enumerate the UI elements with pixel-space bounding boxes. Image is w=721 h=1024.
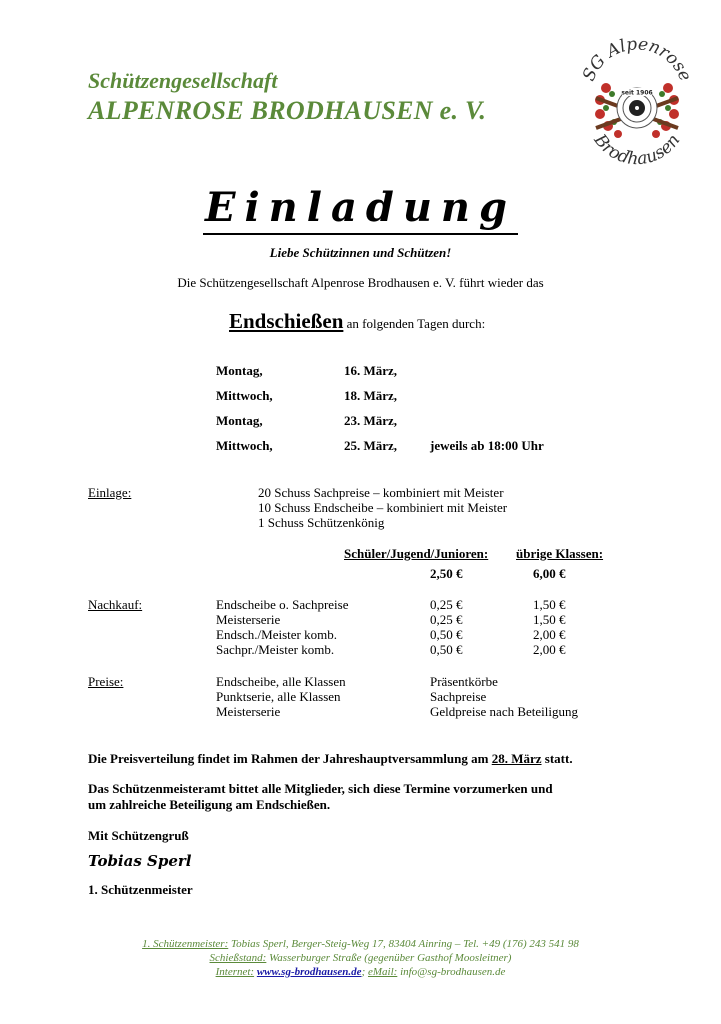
club-name-line1: Schützengesellschaft: [88, 68, 278, 93]
base-price: 2,50 €: [430, 566, 463, 581]
nachkauf-price: 1,50 €: [533, 612, 566, 627]
einlage-label: Einlage:: [88, 485, 132, 500]
club-name-line2: ALPENROSE BRODHAUSEN e. V.: [88, 96, 487, 125]
nachkauf-price: 0,25 €: [430, 612, 463, 627]
club-logo: [578, 28, 696, 172]
signature: Tobias Sperl: [88, 852, 192, 870]
page-title: [0, 184, 721, 231]
preise-prize: Geldpreise nach Beteiligung: [430, 704, 579, 719]
signer-title: 1. Schützenmeister: [88, 882, 193, 897]
einlage-item: 1 Schuss Schützenkönig: [258, 515, 385, 530]
website-link[interactable]: www.sg-brodhausen.de: [256, 966, 362, 978]
closing: Mit Schützengruß: [88, 828, 189, 843]
logo-top-text: SG Alpenrose: [578, 34, 696, 85]
nachkauf-price: 0,50 €: [430, 627, 463, 642]
request-line1: Das Schützenmeisteramt bittet alle Mitglieder, sich diese Termine vorzumerken und: [88, 781, 553, 796]
event-line: [229, 309, 485, 334]
awards-text: [88, 751, 573, 767]
nachkauf-item: Meisterserie: [216, 612, 281, 627]
preise-label: Preise:: [88, 674, 124, 689]
date-time: jeweils ab 18:00 Uhr: [430, 438, 544, 453]
date-day: Mittwoch,: [216, 388, 273, 403]
preise-item: Endscheibe, alle Klassen: [216, 674, 346, 689]
footer-label: Schießstand:: [209, 952, 267, 964]
request-line2: um zahlreiche Beteiligung am Endschießen.: [88, 797, 331, 812]
date-value: 16. März,: [344, 363, 398, 378]
footer-text: Wasserburger Straße (gegenüber Gasthof Moosleitner): [266, 952, 512, 964]
footer-line3: [0, 966, 721, 978]
footer-separator: ;: [361, 966, 368, 978]
title-text: Einladung: [203, 184, 518, 235]
einlage-item: 20 Schuss Sachpreise – kombiniert mit Meister: [258, 485, 504, 500]
price-column-header: übrige Klassen:: [516, 546, 604, 561]
nachkauf-price: 2,00 €: [533, 642, 566, 657]
nachkauf-price: 0,25 €: [430, 597, 463, 612]
date-value: 23. März,: [344, 413, 398, 428]
preise-item: Punktserie, alle Klassen: [216, 689, 341, 704]
nachkauf-price: 1,50 €: [533, 597, 566, 612]
nachkauf-label: Nachkauf:: [88, 597, 143, 612]
greeting: Liebe Schützinnen und Schützen!: [269, 245, 452, 260]
date-day: Montag,: [216, 363, 263, 378]
awards-before: Die Preisverteilung findet im Rahmen der Jahreshauptversammlung am: [88, 751, 492, 766]
intro-text: Die Schützengesellschaft Alpenrose Brodhausen e. V. führt wieder das: [177, 275, 544, 290]
nachkauf-price: 2,00 €: [533, 627, 566, 642]
nachkauf-item: Sachpr./Meister komb.: [216, 642, 335, 657]
logo-year-text: seit 1906: [621, 89, 653, 97]
logo-bottom-text: Brodhausen: [589, 130, 685, 170]
nachkauf-item: Endsch./Meister komb.: [216, 627, 337, 642]
footer-label: 1. Schützenmeister:: [142, 938, 229, 950]
svg-text:Brodhausen: [589, 130, 684, 170]
date-value: 18. März,: [344, 388, 398, 403]
preise-item: Meisterserie: [216, 704, 281, 719]
date-day: Mittwoch,: [216, 438, 273, 453]
awards-after: statt.: [541, 751, 573, 766]
preise-prize: Sachpreise: [430, 689, 487, 704]
date-day: Montag,: [216, 413, 263, 428]
footer-label: Internet:: [215, 966, 255, 978]
footer-line2: [0, 952, 721, 964]
einlage-item: 10 Schuss Endscheibe – kombiniert mit Meister: [258, 500, 508, 515]
footer-line1: [0, 938, 721, 950]
email-address[interactable]: info@sg-brodhausen.de: [397, 966, 506, 978]
base-price: 6,00 €: [533, 566, 566, 581]
event-name: Endschießen: [229, 309, 344, 333]
nachkauf-item: Endscheibe o. Sachpreise: [216, 597, 349, 612]
event-suffix: an folgenden Tagen durch:: [346, 316, 486, 331]
price-column-header: Schüler/Jugend/Junioren:: [344, 546, 489, 561]
date-value: 25. März,: [344, 438, 398, 453]
preise-prize: Präsentkörbe: [430, 674, 498, 689]
awards-date: 28. März: [491, 751, 542, 766]
footer-label: eMail:: [367, 966, 398, 978]
nachkauf-price: 0,50 €: [430, 642, 463, 657]
footer-text: Tobias Sperl, Berger-Steig-Weg 17, 83404 Ainring – Tel. +49 (176) 243 541 98: [228, 938, 579, 950]
svg-text:SG Alpenrose: [579, 34, 695, 84]
